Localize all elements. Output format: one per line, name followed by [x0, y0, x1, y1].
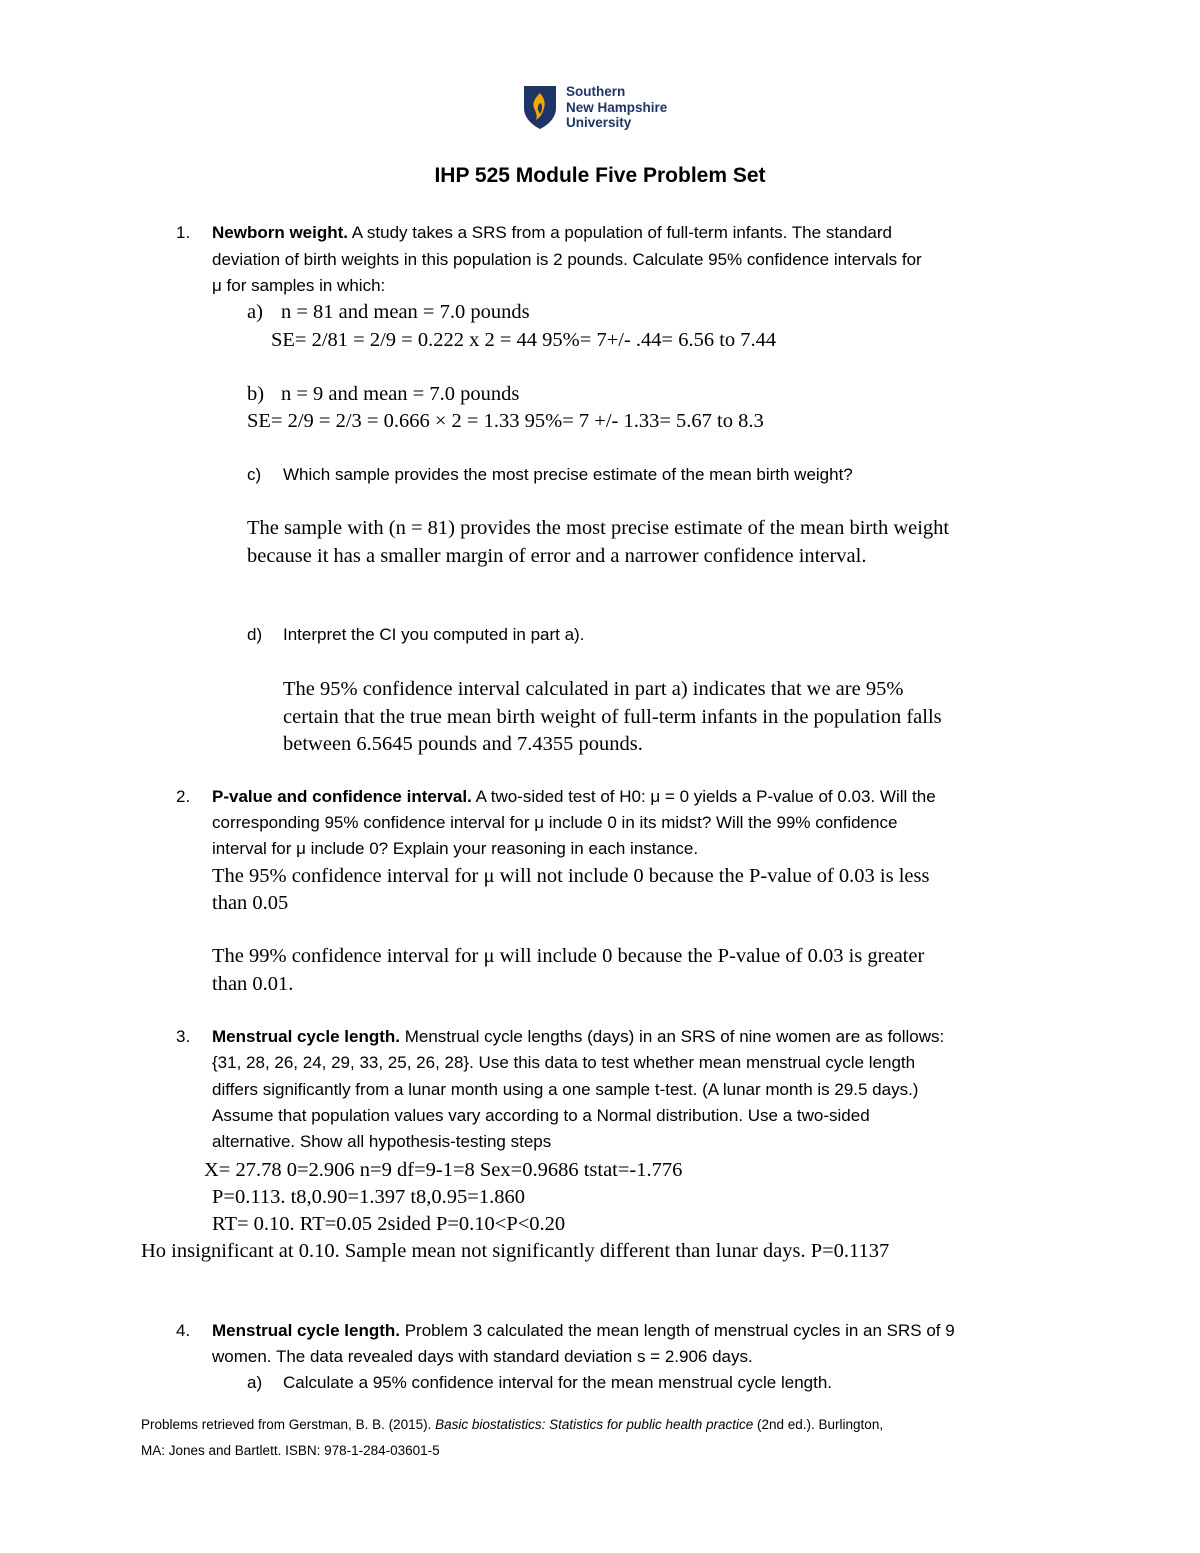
q1d-label: d): [247, 625, 263, 644]
q1c-text: Which sample provides the most precise estimate of the mean birth weight?: [283, 465, 853, 484]
q2-answer-1-line-2: than 0.05: [212, 892, 289, 914]
q2-line-2: corresponding 95% confidence interval for μ include 0 in its midst? Will the 99% confidence: [212, 813, 898, 832]
q3-answer-4: Ho insignificant at 0.10. Sample mean not significantly different than lunar days. P=0.1137: [141, 1240, 890, 1262]
q2-line-1: [212, 784, 936, 811]
q3-number: 3.: [176, 1027, 191, 1046]
q4a-text: Calculate a 95% confidence interval for the mean menstrual cycle length.: [283, 1373, 833, 1392]
footer-book-title: Basic biostatistics: Statistics for public health practice: [435, 1417, 754, 1432]
q1-heading: Newborn weight.: [212, 223, 348, 242]
logo-line-2: New Hampshire: [566, 99, 668, 115]
q1a-answer: SE= 2/81 = 2/9 = 0.222 x 2 = 44 95%= 7+/- .44= 6.56 to 7.44: [271, 329, 777, 351]
footer-citation-line-2: MA: Jones and Bartlett. ISBN: 978-1-284-03601-5: [141, 1443, 440, 1458]
logo-wordmark: [566, 84, 667, 131]
q3-text-1: Menstrual cycle lengths (days) in an SRS of nine women are as follows:: [400, 1027, 945, 1046]
q1d-answer-3: between 6.5645 pounds and 7.4355 pounds.: [283, 733, 643, 755]
q2-number: 2.: [176, 787, 191, 806]
document-title: IHP 525 Module Five Problem Set: [434, 164, 766, 187]
q2-answer-2-line-1: The 99% confidence interval for μ will include 0 because the P-value of 0.03 is greater: [212, 945, 925, 967]
q1-line-3: μ for samples in which:: [212, 276, 386, 295]
q1d-text: Interpret the CI you computed in part a).: [283, 625, 585, 644]
q3-line-1: [212, 1024, 944, 1051]
q3-line-3: differs significantly from a lunar month using a one sample t-test. (A lunar month is 29.5 days.): [212, 1080, 919, 1099]
q2-line-3: interval for μ include 0? Explain your reasoning in each instance.: [212, 839, 699, 858]
q4-text-1: Problem 3 calculated the mean length of menstrual cycles in an SRS of 9: [400, 1321, 955, 1340]
q3-heading: Menstrual cycle length.: [212, 1027, 400, 1046]
q1-text-1: A study takes a SRS from a population of full-term infants. The standard: [348, 223, 892, 242]
logo-line-3: University: [566, 115, 632, 130]
q3-answer-2: P=0.113. t8,0.90=1.397 t8,0.95=1.860: [212, 1186, 525, 1208]
q1d-answer-2: certain that the true mean birth weight of full-term infants in the population falls: [283, 706, 942, 728]
q3-line-5: alternative. Show all hypothesis-testing steps: [212, 1132, 552, 1151]
q1c-label: c): [247, 465, 262, 484]
q2-heading: P-value and confidence interval.: [212, 787, 472, 806]
q4-line-1: [212, 1318, 955, 1345]
q3-answer-3: RT= 0.10. RT=0.05 2sided P=0.10<P<0.20: [212, 1213, 566, 1235]
q1a-label: a): [247, 301, 263, 323]
q4-number: 4.: [176, 1321, 191, 1340]
q1b-text: n = 9 and mean = 7.0 pounds: [281, 383, 520, 405]
q4-line-2: women. The data revealed days with standard deviation s = 2.906 days.: [212, 1347, 753, 1366]
footer-citation-prefix: Problems retrieved from Gerstman, B. B. (2015).: [141, 1417, 436, 1432]
q2-answer-2-line-2: than 0.01.: [212, 973, 294, 995]
q1-line-1: [212, 220, 892, 247]
q1-line-2: deviation of birth weights in this population is 2 pounds. Calculate 95% confidence intervals for: [212, 250, 922, 269]
q3-answer-1: X= 27.78 0=2.906 n=9 df=9-1=8 Sex=0.9686 tstat=-1.776: [204, 1159, 683, 1181]
q3-line-4: Assume that population values vary according to a Normal distribution. Use a two-sided: [212, 1106, 870, 1125]
q1b-label: b): [247, 383, 265, 405]
footer-citation-line-1: [141, 1412, 883, 1437]
q1d-answer-1: The 95% confidence interval calculated in part a) indicates that we are 95%: [283, 678, 904, 700]
footer-citation-suffix: (2nd ed.). Burlington,: [753, 1417, 884, 1432]
q1b-answer: SE= 2/9 = 2/3 = 0.666 × 2 = 1.33 95%= 7 +/- 1.33= 5.67 to 8.3: [247, 410, 764, 432]
q2-answer-1-line-1: The 95% confidence interval for μ will not include 0 because the P-value of 0.03 is less: [212, 865, 930, 887]
q1c-answer-1: The sample with (n = 81) provides the most precise estimate of the mean birth weight: [247, 517, 950, 539]
university-logo: [522, 84, 692, 132]
q2-text-1: A two-sided test of H0: μ = 0 yields a P-value of 0.03. Will the: [471, 787, 936, 806]
shield-flame-icon: [522, 84, 558, 130]
logo-line-1: Southern: [566, 84, 626, 99]
q4-heading: Menstrual cycle length.: [212, 1321, 400, 1340]
q1c-answer-2: because it has a smaller margin of error and a narrower confidence interval.: [247, 545, 867, 567]
q3-line-2: {31, 28, 26, 24, 29, 33, 25, 26, 28}. Use this data to test whether mean menstrual cycle length: [212, 1053, 916, 1072]
q4a-label: a): [247, 1373, 263, 1392]
q1-number: 1.: [176, 223, 191, 242]
q1a-text: n = 81 and mean = 7.0 pounds: [281, 301, 530, 323]
